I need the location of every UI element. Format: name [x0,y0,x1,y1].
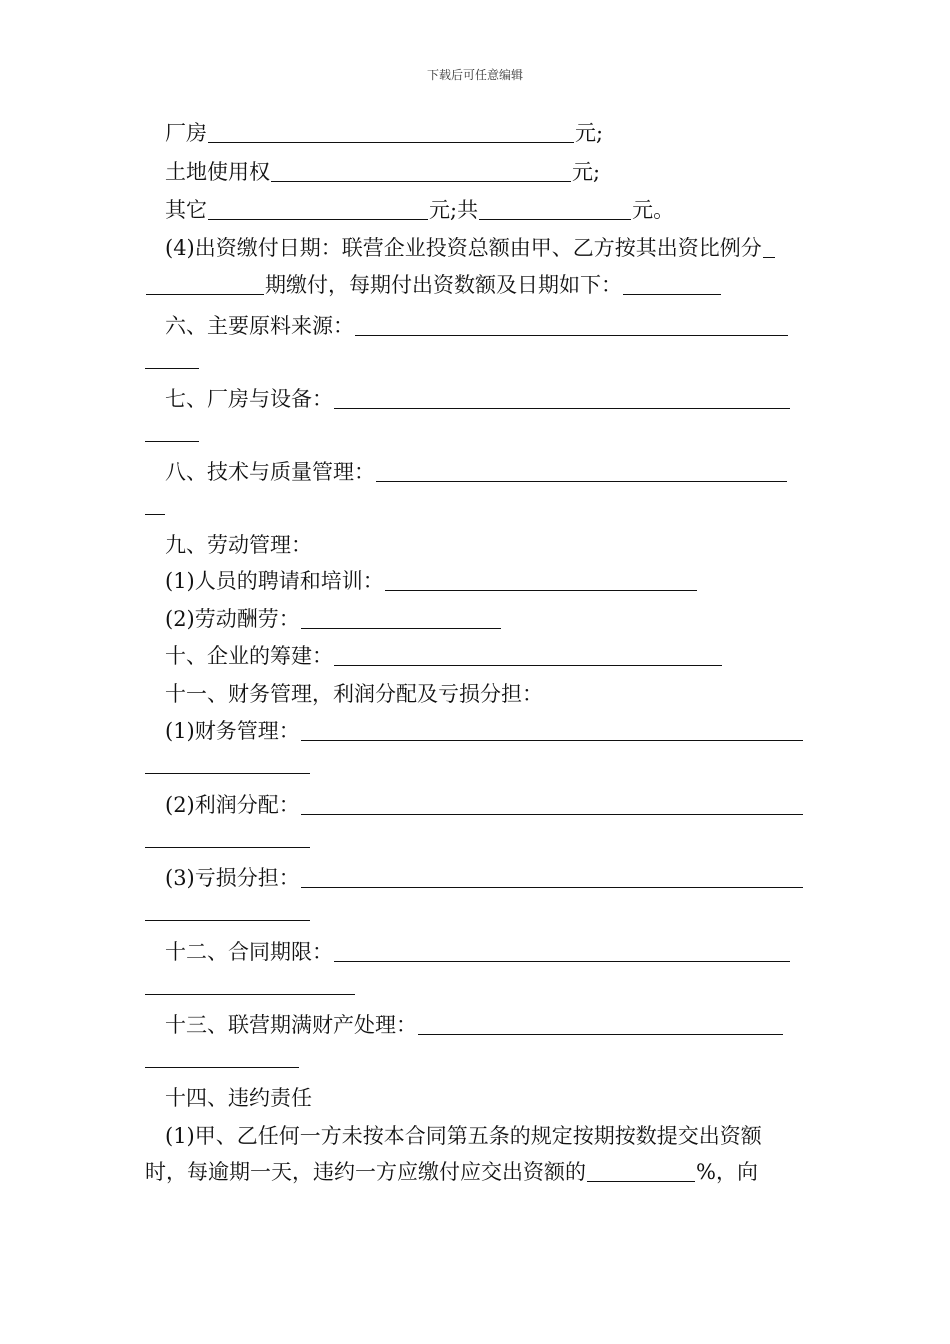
land-use-unit: 元; [572,160,601,184]
section-6-blank[interactable] [355,311,788,336]
installments-blank[interactable] [146,270,264,295]
factory-unit: 元; [575,121,604,145]
total-unit: 元。 [632,198,675,222]
section-10-blank[interactable] [334,641,722,666]
total-blank[interactable] [479,195,631,220]
section-10-label: 十、企业的筹建： [165,644,333,668]
section-13-line [165,1010,784,1040]
section-11a-label: (1)财务管理： [165,719,300,743]
section-12-blank[interactable] [334,937,790,962]
section-13-label: 十三、联营期满财产处理： [165,1013,417,1037]
factory-label: 厂房 [165,121,207,145]
section-13-blank[interactable] [418,1010,783,1035]
section-9b-line [165,604,502,634]
section-8-label: 八、技术与质量管理： [165,460,375,484]
section-14b-text: 时，每逾期一天，违约一方应缴付应交出资额的 [145,1160,586,1184]
section-8-line [165,457,788,487]
factory-blank[interactable] [208,118,574,143]
page-header: 下载后可任意编辑 [426,68,523,82]
section-11c-blank-cont[interactable] [145,920,310,921]
section-11c-line [165,863,804,893]
section-12-blank-cont[interactable] [145,994,355,995]
section-11b-line [165,790,804,820]
section-6-line [165,311,789,341]
section-9-label: 九、劳动管理： [165,533,312,557]
penalty-percent-blank[interactable] [587,1157,695,1182]
section-11b-blank[interactable] [301,790,803,815]
installments-blank-start[interactable] [763,233,775,258]
section-11a-blank-cont[interactable] [145,773,310,774]
payment-schedule-blank[interactable] [623,270,721,295]
section-6-blank-cont[interactable] [145,368,199,369]
factory-line [165,118,603,148]
payment-date-text-2: 期缴付，每期付出资数额及日期如下： [265,273,622,297]
section-6-label: 六、主要原料来源： [165,314,354,338]
section-11a-line [165,716,804,746]
section-8-blank[interactable] [376,457,787,482]
section-11b-blank-cont[interactable] [145,847,310,848]
section-11c-blank[interactable] [301,863,803,888]
other-blank[interactable] [208,195,428,220]
section-11b-label: (2)利润分配： [165,793,300,817]
land-use-label: 土地使用权 [165,160,270,184]
section-9b-label: (2)劳动酬劳： [165,607,300,631]
section-9-line [165,530,312,560]
section-14b-pct: %，向 [696,1160,758,1184]
section-11-line [165,679,543,709]
section-9a-label: (1)人员的聘请和培训： [165,569,384,593]
other-label: 其它 [165,198,207,222]
section-14-line [165,1083,312,1113]
section-8-blank-cont[interactable] [145,514,165,515]
section-11c-label: (3)亏损分担： [165,866,300,890]
other-line [165,195,674,225]
payment-date-line-2 [145,270,722,300]
payment-date-line [165,233,776,263]
section-13-blank-cont[interactable] [145,1067,299,1068]
section-11a-blank[interactable] [301,716,803,741]
section-9a-line [165,566,698,596]
section-12-label: 十二、合同期限： [165,940,333,964]
section-10-line [165,641,723,671]
section-14b-line [145,1157,758,1187]
section-9a-blank[interactable] [385,566,697,591]
section-14a-line [165,1121,762,1151]
section-9b-blank[interactable] [301,604,501,629]
section-7-line [165,384,791,414]
land-use-line [165,157,600,187]
land-use-blank[interactable] [271,157,571,182]
payment-date-text: (4)出资缴付日期：联营企业投资总额由甲、乙方按其出资比例分 [165,236,762,260]
section-7-label: 七、厂房与设备： [165,387,333,411]
section-12-line [165,937,791,967]
section-14-label: 十四、违约责任 [165,1086,312,1110]
section-11-label: 十一、财务管理，利润分配及亏损分担： [165,682,543,706]
section-14a-text: (1)甲、乙任何一方未按本合同第五条的规定按期按数提交出资额 [165,1124,762,1148]
other-mid: 元;共 [429,198,479,222]
section-7-blank-cont[interactable] [145,441,199,442]
section-7-blank[interactable] [334,384,790,409]
